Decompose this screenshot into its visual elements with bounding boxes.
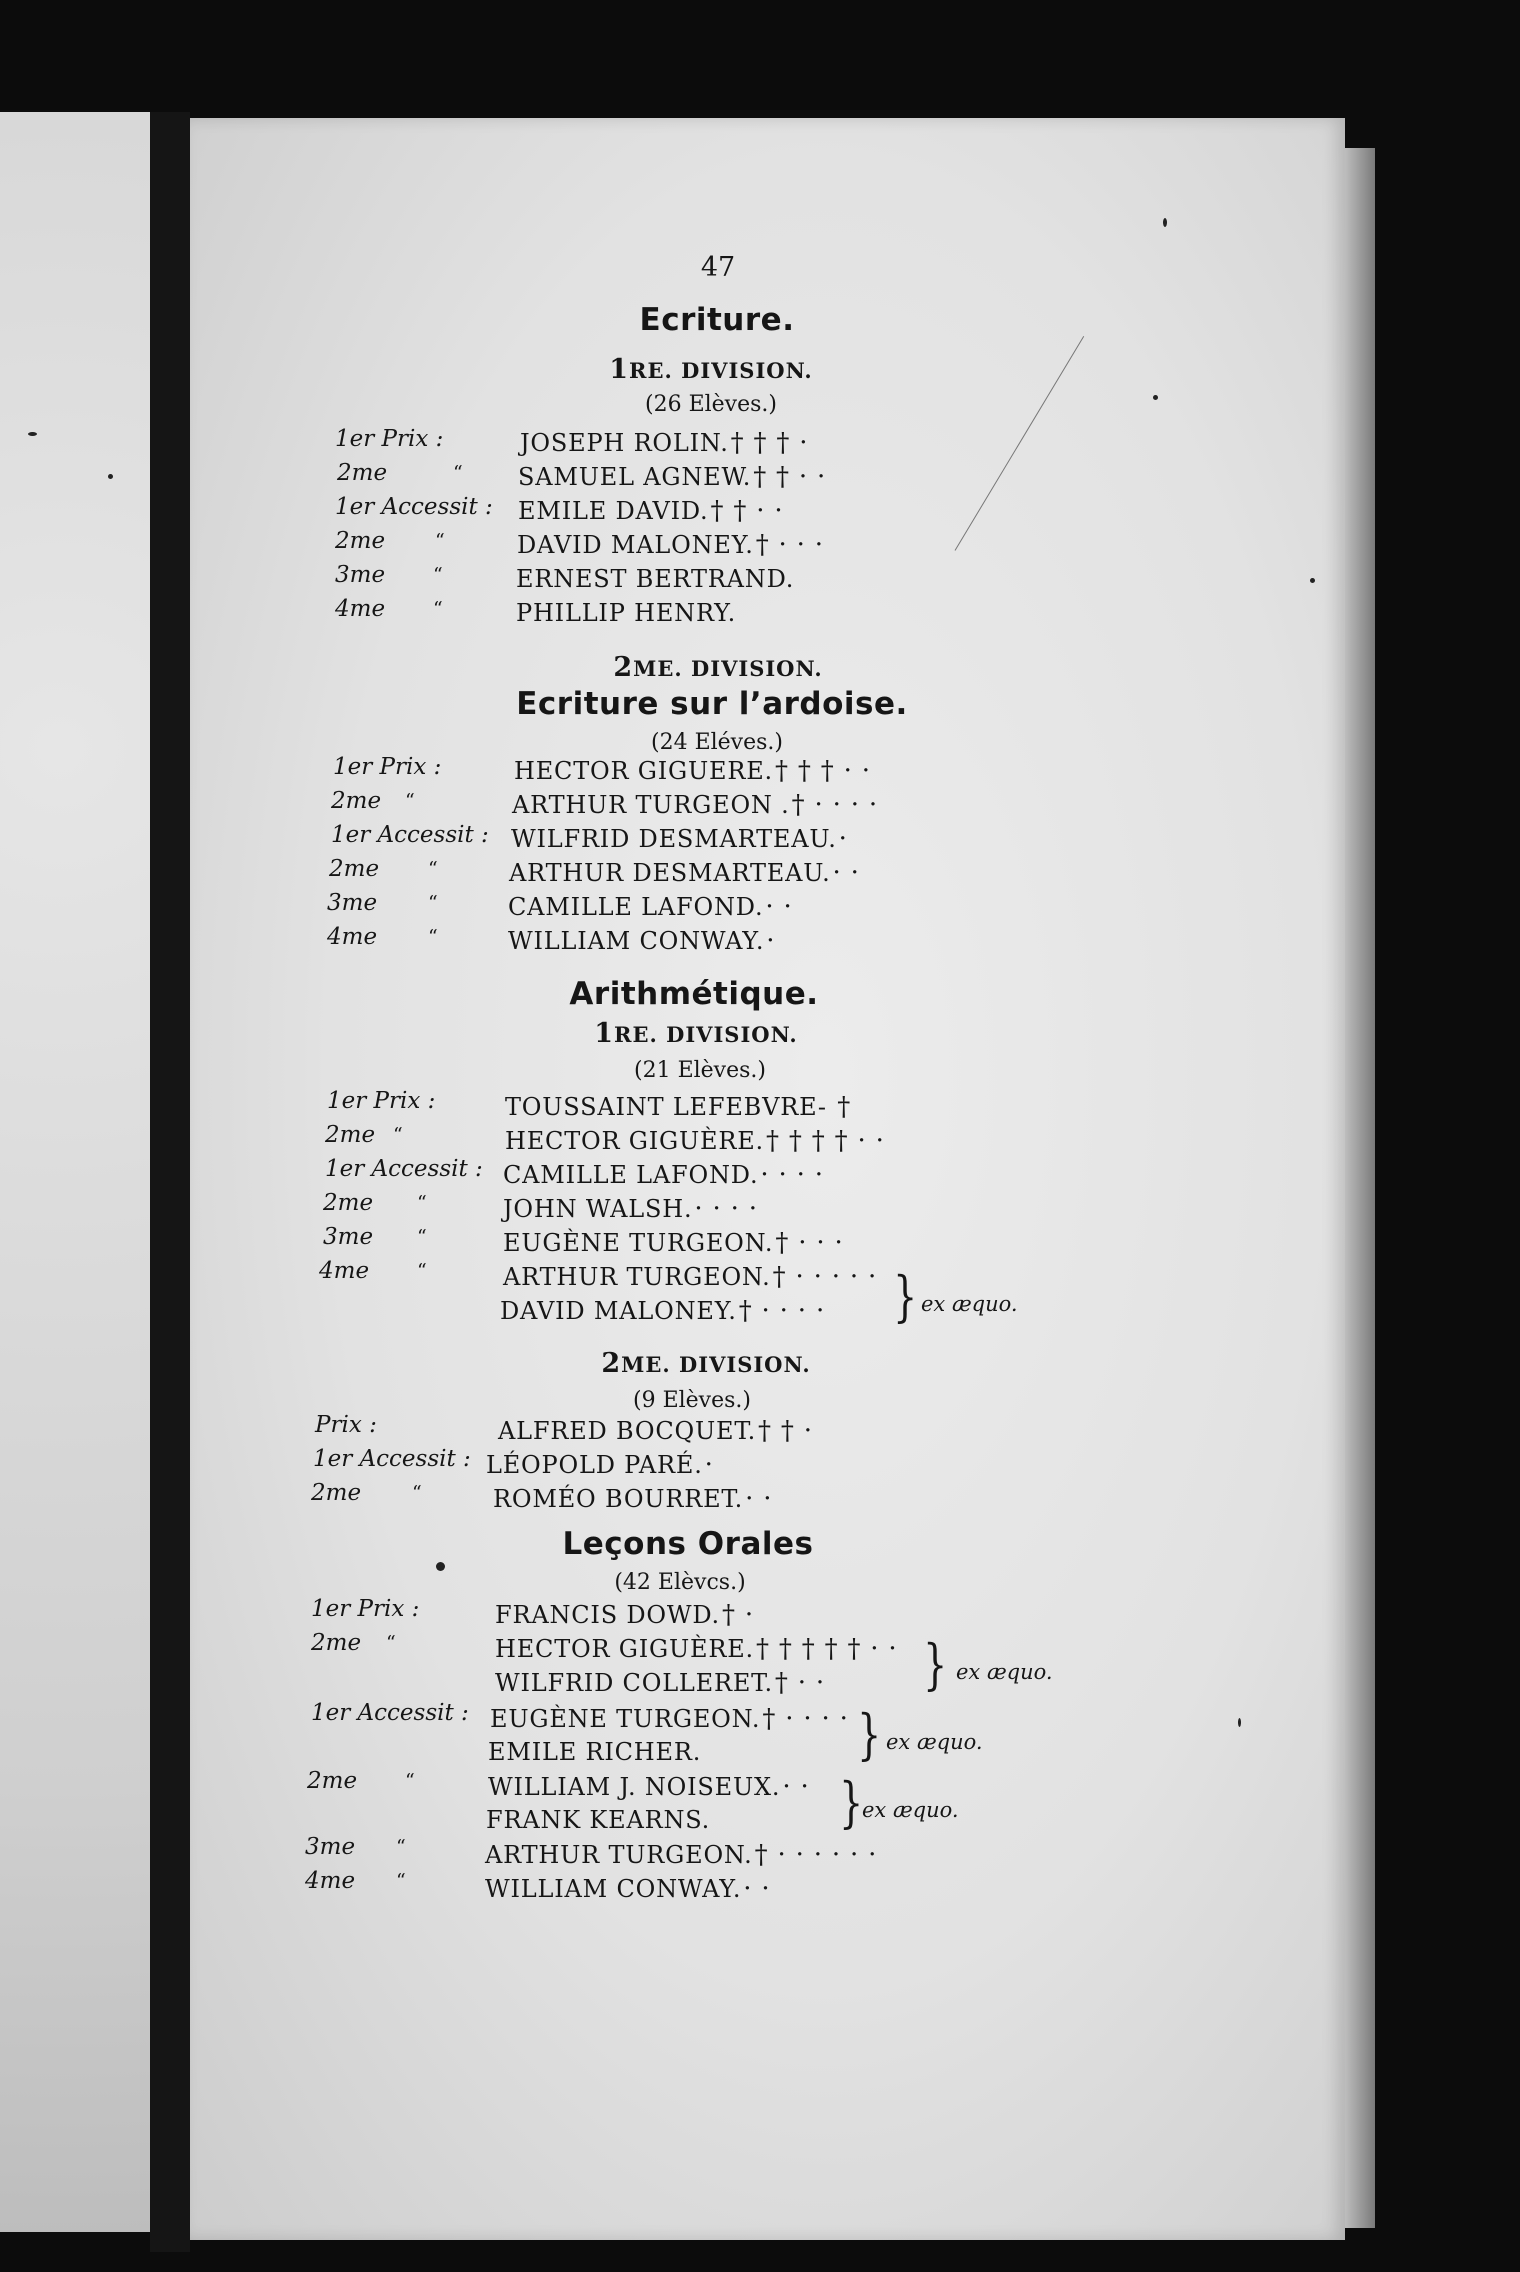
- student-name: JOSEPH ROLIN.† † † ·: [520, 428, 809, 458]
- ditto-mark: “: [433, 564, 443, 586]
- ditto-mark: “: [428, 926, 438, 948]
- award-label: 1er Accessit :: [335, 494, 493, 520]
- award-label: 2me: [325, 1122, 376, 1148]
- award-label: 4me: [319, 1258, 370, 1284]
- student-name: PHILLIP HENRY.: [516, 599, 737, 627]
- ditto-mark: “: [386, 1632, 396, 1654]
- award-label: 1er Accessit :: [311, 1700, 469, 1726]
- student-name: ERNEST BERTRAND.: [516, 565, 795, 593]
- ditto-mark: “: [405, 1770, 415, 1792]
- ditto-mark: “: [453, 462, 463, 484]
- ex-aequo-note: ex æquo.: [862, 1798, 959, 1822]
- student-name: WILLIAM J. NOISEUX.· ·: [488, 1772, 810, 1802]
- award-label: 3me: [335, 562, 386, 588]
- award-label: 2me: [311, 1630, 362, 1656]
- student-count: (26 Elèves.): [645, 392, 777, 417]
- student-name: HECTOR GIGUÈRE.† † † † † · ·: [495, 1634, 898, 1664]
- award-label: 1er Prix :: [311, 1596, 420, 1622]
- award-label: 2me: [335, 528, 386, 554]
- student-name: ARTHUR TURGEON.† · · · · ·: [503, 1262, 878, 1292]
- section-title-ecriture: Ecriture.: [639, 302, 795, 338]
- ditto-mark: “: [428, 858, 438, 880]
- award-label: 3me: [327, 890, 378, 916]
- student-name: ARTHUR TURGEON .† · · · ·: [512, 790, 878, 820]
- student-name: CAMILLE LAFOND.· ·: [508, 892, 793, 922]
- student-name: CAMILLE LAFOND.· · · ·: [503, 1160, 824, 1190]
- award-label: 4me: [335, 596, 386, 622]
- award-label: 1er Prix :: [333, 754, 442, 780]
- student-count: (21 Elèves.): [634, 1058, 766, 1083]
- award-label: 2me: [329, 856, 380, 882]
- student-count: (24 Eléves.): [651, 730, 783, 755]
- brace-bracket: }: [893, 1265, 918, 1328]
- dust-speck: [108, 474, 113, 479]
- award-label: 1er Prix :: [335, 426, 444, 452]
- student-name: FRANCIS DOWD.† ·: [495, 1600, 754, 1630]
- student-name: EMILE RICHER.: [488, 1738, 702, 1766]
- student-name: EMILE DAVID.† † · ·: [518, 496, 784, 526]
- award-label: 1er Prix :: [327, 1088, 436, 1114]
- student-name: DAVID MALONEY.† · · · ·: [500, 1296, 826, 1326]
- student-name: WILLIAM CONWAY.·: [508, 926, 776, 956]
- ditto-mark: “: [417, 1192, 427, 1214]
- ex-aequo-note: ex æquo.: [886, 1730, 983, 1754]
- student-name: HECTOR GIGUÈRE.† † † † · ·: [505, 1126, 885, 1156]
- dust-speck: [1310, 578, 1315, 583]
- ditto-mark: “: [433, 598, 443, 620]
- student-name: WILLIAM CONWAY.· ·: [485, 1874, 771, 1904]
- ditto-mark: “: [428, 892, 438, 914]
- student-name: WILFRID COLLERET.† · ·: [495, 1668, 825, 1698]
- student-name: WILFRID DESMARTEAU.·: [511, 824, 848, 854]
- ditto-mark: “: [435, 530, 445, 552]
- dust-speck: [1153, 395, 1158, 400]
- division-heading-2: 2ME. DIVISION.: [601, 1348, 811, 1379]
- facing-page-fragment: [0, 112, 150, 2232]
- student-name: ALFRED BOCQUET.† † ·: [498, 1416, 813, 1446]
- award-label: 4me: [305, 1868, 356, 1894]
- ditto-mark: “: [417, 1260, 427, 1282]
- page-number: 47: [700, 252, 736, 283]
- award-label: 3me: [305, 1834, 356, 1860]
- award-label: 2me: [311, 1480, 362, 1506]
- brace-bracket: }: [923, 1633, 948, 1696]
- student-name: TOUSSAINT LEFEBVRE- †: [505, 1092, 852, 1122]
- award-label: 2me: [331, 788, 382, 814]
- student-name: HECTOR GIGUERE.† † † · ·: [514, 756, 871, 786]
- award-label: 4me: [327, 924, 378, 950]
- student-name: JOHN WALSH.· · · ·: [503, 1194, 758, 1224]
- award-label: 1er Accessit :: [331, 822, 489, 848]
- student-name: DAVID MALONEY.† · · ·: [517, 530, 824, 560]
- student-name: ROMÉO BOURRET.· ·: [493, 1484, 773, 1514]
- ditto-mark: “: [396, 1836, 406, 1858]
- division-heading-1: 1RE. DIVISION.: [609, 354, 813, 385]
- student-name: ARTHUR TURGEON.† · · · · · ·: [485, 1840, 878, 1870]
- ditto-mark: “: [393, 1124, 403, 1146]
- award-label: Prix :: [315, 1412, 377, 1438]
- ditto-mark: “: [405, 790, 415, 812]
- brace-bracket: }: [839, 1771, 864, 1834]
- division-heading-2: 2ME. DIVISION.: [613, 652, 823, 683]
- section-title-ardoise: Ecriture sur l’ardoise.: [516, 686, 908, 722]
- dust-speck: [1238, 1718, 1241, 1727]
- ditto-mark: “: [396, 1870, 406, 1892]
- student-name: FRANK KEARNS.: [486, 1806, 711, 1834]
- award-label: 3me: [323, 1224, 374, 1250]
- dust-speck: [436, 1562, 445, 1571]
- page-edge: [1345, 148, 1375, 2228]
- book-gutter: [150, 112, 190, 2252]
- student-count: (42 Elèvcs.): [614, 1570, 746, 1595]
- student-name: EUGÈNE TURGEON.† · · ·: [503, 1228, 844, 1258]
- student-name: ARTHUR DESMARTEAU.· ·: [509, 858, 860, 888]
- student-name: EUGÈNE TURGEON.† · · · ·: [490, 1704, 849, 1734]
- student-name: LÉOPOLD PARÉ.·: [486, 1450, 714, 1480]
- student-count: (9 Elèves.): [632, 1388, 752, 1413]
- ditto-mark: “: [417, 1226, 427, 1248]
- ex-aequo-note: ex æquo.: [921, 1292, 1018, 1316]
- award-label: 1er Accessit :: [325, 1156, 483, 1182]
- dust-speck: [28, 432, 37, 436]
- ex-aequo-note: ex æquo.: [956, 1660, 1053, 1684]
- brace-bracket: }: [857, 1703, 882, 1766]
- student-name: SAMUEL AGNEW.† † · ·: [518, 462, 827, 492]
- section-title-arithmetique: Arithmétique.: [569, 976, 819, 1012]
- division-heading-1: 1RE. DIVISION.: [594, 1018, 798, 1049]
- award-label: 2me: [337, 460, 388, 486]
- ditto-mark: “: [412, 1482, 422, 1504]
- award-label: 1er Accessit :: [313, 1446, 471, 1472]
- section-title-lecons-orales: Leçons Orales: [562, 1526, 814, 1562]
- award-label: 2me: [307, 1768, 358, 1794]
- award-label: 2me: [323, 1190, 374, 1216]
- dust-speck: [1163, 218, 1167, 227]
